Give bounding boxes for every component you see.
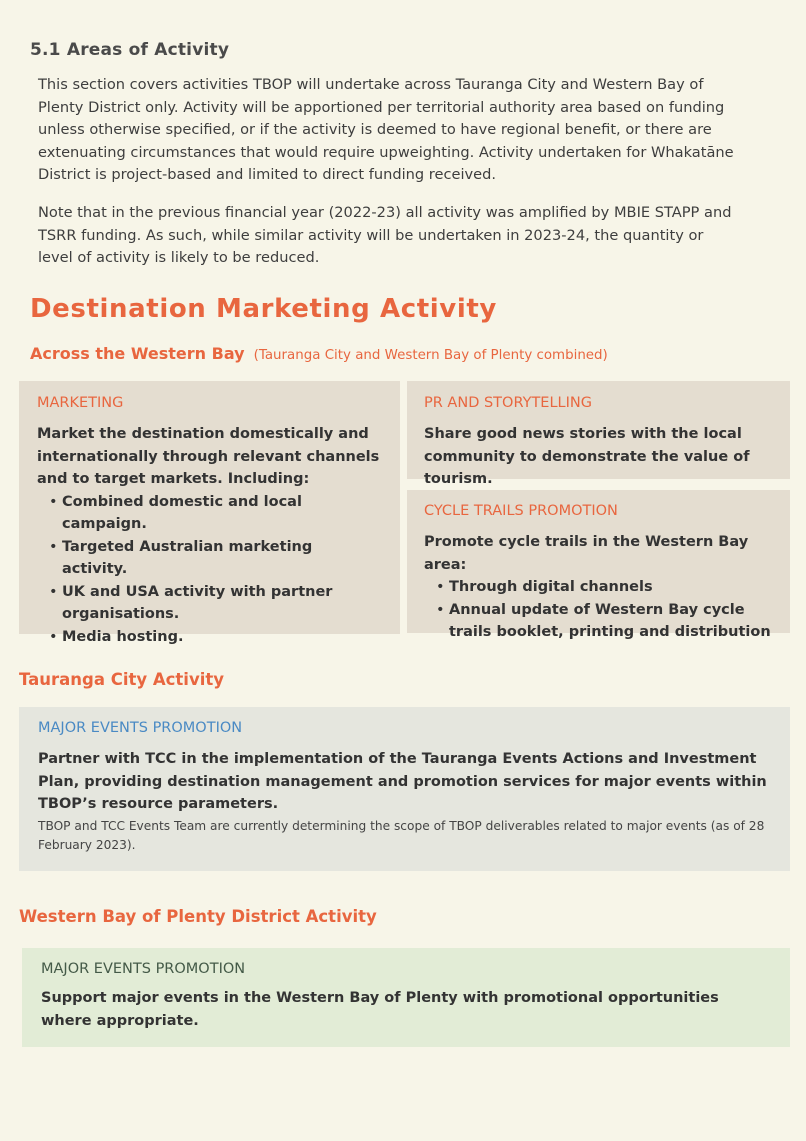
subtitle-bold: Across the Western Bay (30, 344, 245, 363)
western-bay-box-title: MAJOR EVENTS PROMOTION (41, 961, 246, 977)
western-bay-heading: Western Bay of Plenty District Activity (19, 907, 377, 926)
cycle-title: CYCLE TRAILS PROMOTION (424, 503, 618, 519)
list-item: • Through digital channels (449, 576, 773, 599)
tauranga-events-box (19, 707, 790, 871)
marketing-list (37, 491, 382, 649)
western-bay-subtitle (30, 344, 608, 363)
western-bay-body: Support major events in the Western Bay of Plenty with promotional opportunities where appropriate. (41, 990, 719, 1029)
subtitle-note: (Tauranga City and Western Bay of Plenty combined) (253, 348, 608, 363)
pr-body: Share good news stories with the local community to demonstrate the value of tourism. (424, 426, 750, 487)
note-paragraph: Note that in the previous financial year (2022-23) all activity was amplified by MBIE STAPP and TSRR funding. As such, while similar activity will be undertaken in 2023-24, the quantity or level of activity is likely to be reduced. (38, 204, 732, 266)
intro-paragraph: This section covers activities TBOP will undertake across Tauranga City and Western Bay of Plenty District only. Activity will be apportioned per territorial authority area based on funding unless otherwise specified, or if the activity is deemed to have regional benefit, or there are extenuating circumstances that would require upweighting. Activity undertaken for Whakatāne District is project-based and limited to direct funding received. (38, 76, 734, 183)
tauranga-body: Partner with TCC in the implementation of the Tauranga Events Actions and Investment Plan, providing destination management and promotion services for major events within TBOP’s resource parameters. (38, 751, 767, 812)
cycle-body: Promote cycle trails in the Western Bay area: (424, 534, 749, 573)
list-item: • UK and USA activity with partner organisations. (62, 581, 382, 626)
tauranga-note: TBOP and TCC Events Team are currently determining the scope of TBOP deliverables related to major events (as of 28 February 2023). (38, 818, 765, 852)
list-item: • Combined domestic and local campaign. (62, 491, 382, 536)
pr-title: PR AND STORYTELLING (424, 395, 592, 411)
destination-marketing-title: Destination Marketing Activity (30, 294, 497, 324)
cycle-trails-box (407, 490, 790, 640)
tauranga-heading: Tauranga City Activity (19, 670, 225, 689)
list-item: • Media hosting. (62, 626, 382, 649)
pr-storytelling-box (407, 381, 790, 487)
list-item: • Targeted Australian marketing activity. (62, 536, 382, 581)
section-heading: 5.1 Areas of Activity (30, 40, 230, 60)
cycle-list (424, 576, 773, 644)
tauranga-box-title: MAJOR EVENTS PROMOTION (38, 720, 243, 736)
marketing-box (19, 381, 400, 645)
list-item: • Annual update of Western Bay cycle trails booklet, printing and distribution (449, 599, 773, 644)
western-bay-events-box (22, 948, 790, 1047)
marketing-title: MARKETING (37, 395, 124, 411)
marketing-body: Market the destination domestically and internationally through relevant channels and to target markets. Including: (37, 426, 380, 487)
